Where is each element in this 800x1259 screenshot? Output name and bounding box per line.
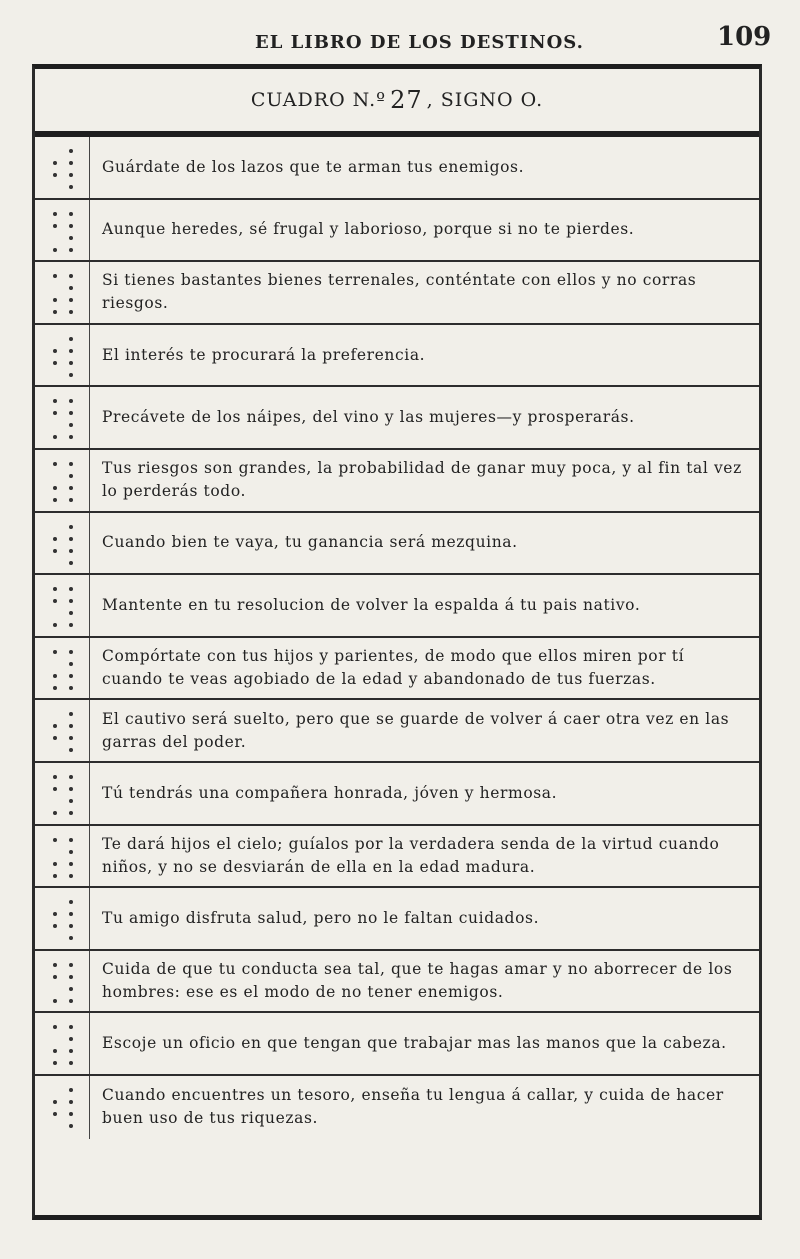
figure-dots	[35, 1013, 90, 1074]
dot-mark	[69, 435, 73, 439]
figure-dots	[35, 826, 90, 887]
dot-mark	[69, 686, 73, 690]
dot-mark	[69, 650, 73, 654]
dot-mark	[53, 623, 57, 627]
oracle-text: El cautivo será suelto, pero que se guarde de volver á caer otra vez en las garras del poder.	[102, 709, 730, 751]
oracle-text: Tus riesgos son grandes, la probabilidad de ganar muy poca, y al fin tal vez lo perderás todo.	[102, 459, 742, 501]
dot-mark	[69, 799, 73, 803]
oracle-text: Escoje un oficio en que tengan que trabajar mas las manos que la cabeza.	[102, 1034, 727, 1053]
dot-mark	[69, 874, 73, 878]
oracle-text: Precávete de los náipes, del vino y las mujeres—y prosperarás.	[102, 408, 635, 427]
table-row	[35, 450, 759, 513]
dot-mark	[53, 298, 57, 302]
figure-dots	[35, 387, 90, 448]
dot-mark	[69, 1112, 73, 1116]
dot-mark	[69, 748, 73, 752]
dot-mark	[69, 987, 73, 991]
dot-mark	[69, 537, 73, 541]
table-row	[35, 387, 759, 450]
dot-mark	[69, 1049, 73, 1053]
oracle-text: Tu amigo disfruta salud, pero no le faltan cuidados.	[102, 908, 540, 927]
dot-mark	[53, 224, 57, 228]
dot-mark	[69, 185, 73, 189]
dot-mark	[69, 173, 73, 177]
table-caption	[35, 69, 759, 137]
dot-mark	[53, 435, 57, 439]
oracle-table	[32, 64, 762, 1220]
dot-mark	[53, 537, 57, 541]
page-number: 109	[717, 22, 772, 52]
dot-mark	[53, 1112, 57, 1116]
figure-dots	[35, 700, 90, 761]
dot-mark	[69, 149, 73, 153]
dot-mark	[53, 1100, 57, 1104]
figure-dots	[35, 200, 90, 261]
figure-dots	[35, 513, 90, 574]
table-rows	[35, 137, 759, 1139]
dot-mark	[53, 462, 57, 466]
dot-mark	[53, 787, 57, 791]
dot-mark	[69, 924, 73, 928]
table-row	[35, 262, 759, 325]
dot-mark	[53, 924, 57, 928]
dot-mark	[69, 498, 73, 502]
dot-mark	[69, 474, 73, 478]
dot-mark	[69, 838, 73, 842]
oracle-text: Cuando encuentres un tesoro, enseña tu lengua á callar, y cuida de hacer buen uso de tus riquezas.	[102, 1086, 724, 1128]
dot-mark	[69, 310, 73, 314]
dot-mark	[53, 599, 57, 603]
table-row	[35, 1013, 759, 1076]
dot-mark	[53, 1061, 57, 1065]
oracle-text: Compórtate con tus hijos y parientes, de modo que ellos miren por tí cuando te veas agobiado de la edad y abandonado de tus fuerzas.	[102, 647, 685, 689]
dot-mark	[69, 561, 73, 565]
dot-mark	[53, 1025, 57, 1029]
dot-mark	[53, 349, 57, 353]
dot-mark	[69, 1025, 73, 1029]
running-title: EL LIBRO DE LOS DESTINOS.	[255, 32, 584, 53]
figure-dots	[35, 951, 90, 1012]
dot-mark	[69, 787, 73, 791]
running-head	[0, 18, 800, 58]
dot-mark	[69, 286, 73, 290]
oracle-text: Te dará hijos el cielo; guíalos por la verdadera senda de la virtud cuando niños, y no se desviarán de ella en la edad madura.	[102, 834, 720, 876]
figure-dots	[35, 450, 90, 511]
figure-dots	[35, 638, 90, 699]
figure-dots	[35, 1076, 90, 1139]
dot-mark	[53, 274, 57, 278]
oracle-text: Guárdate de los lazos que te arman tus enemigos.	[102, 157, 525, 176]
figure-dots	[35, 262, 90, 323]
dot-mark	[69, 1124, 73, 1128]
table-row	[35, 575, 759, 638]
dot-mark	[69, 963, 73, 967]
dot-mark	[69, 975, 73, 979]
dot-mark	[53, 498, 57, 502]
dot-mark	[69, 462, 73, 466]
dot-mark	[53, 838, 57, 842]
dot-mark	[69, 736, 73, 740]
figure-dots	[35, 575, 90, 636]
dot-mark	[69, 712, 73, 716]
oracle-text: Mantente en tu resolucion de volver la espalda á tu pais nativo.	[102, 595, 641, 614]
table-row	[35, 951, 759, 1014]
dot-mark	[53, 912, 57, 916]
dot-mark	[69, 361, 73, 365]
figure-dots	[35, 325, 90, 386]
dot-mark	[69, 674, 73, 678]
caption-number: 27	[390, 86, 423, 114]
table-row	[35, 888, 759, 951]
table-row	[35, 137, 759, 200]
dot-mark	[69, 862, 73, 866]
oracle-text: Tú tendrás una compañera honrada, jóven y hermosa.	[102, 783, 558, 802]
figure-dots	[35, 137, 90, 198]
dot-mark	[69, 274, 73, 278]
dot-mark	[53, 975, 57, 979]
table-row	[35, 325, 759, 388]
dot-mark	[69, 525, 73, 529]
table-row	[35, 200, 759, 263]
table-row	[35, 513, 759, 576]
dot-mark	[69, 900, 73, 904]
table-row	[35, 1076, 759, 1139]
dot-mark	[69, 662, 73, 666]
dot-mark	[53, 1049, 57, 1053]
dot-mark	[69, 724, 73, 728]
figure-dots	[35, 763, 90, 824]
oracle-text: El interés te procurará la preferencia.	[102, 345, 426, 364]
oracle-text: Aunque heredes, sé frugal y laborioso, porque si no te pierdes.	[102, 220, 635, 239]
dot-mark	[53, 674, 57, 678]
dot-mark	[69, 373, 73, 377]
dot-mark	[69, 611, 73, 615]
dot-mark	[69, 912, 73, 916]
dot-mark	[53, 248, 57, 252]
dot-mark	[53, 963, 57, 967]
figure-dots	[35, 888, 90, 949]
oracle-text: Si tienes bastantes bienes terrenales, conténtate con ellos y no corras riesgos.	[102, 271, 697, 313]
dot-mark	[69, 850, 73, 854]
dot-mark	[69, 161, 73, 165]
dot-mark	[53, 736, 57, 740]
table-row	[35, 638, 759, 701]
oracle-text: Cuida de que tu conducta sea tal, que te hagas amar y no aborrecer de los hombres: ese es el modo de no tener enemigos.	[102, 960, 733, 1002]
dot-mark	[69, 411, 73, 415]
dot-mark	[69, 486, 73, 490]
dot-mark	[53, 587, 57, 591]
dot-mark	[53, 874, 57, 878]
dot-mark	[69, 349, 73, 353]
dot-mark	[53, 862, 57, 866]
caption-prefix: CUADRO N.º	[250, 89, 387, 111]
dot-mark	[69, 212, 73, 216]
dot-mark	[69, 236, 73, 240]
dot-mark	[69, 224, 73, 228]
dot-mark	[69, 549, 73, 553]
dot-mark	[69, 623, 73, 627]
dot-mark	[69, 423, 73, 427]
dot-mark	[69, 337, 73, 341]
dot-mark	[69, 399, 73, 403]
dot-mark	[69, 1037, 73, 1041]
dot-mark	[53, 310, 57, 314]
dot-mark	[69, 936, 73, 940]
dot-mark	[69, 775, 73, 779]
dot-mark	[69, 587, 73, 591]
oracle-text: Cuando bien te vaya, tu ganancia será mezquina.	[102, 533, 518, 552]
table-row	[35, 763, 759, 826]
dot-mark	[69, 298, 73, 302]
dot-mark	[53, 161, 57, 165]
dot-mark	[53, 486, 57, 490]
dot-mark	[53, 650, 57, 654]
dot-mark	[69, 1061, 73, 1065]
dot-mark	[53, 361, 57, 365]
dot-mark	[53, 811, 57, 815]
dot-mark	[53, 686, 57, 690]
dot-mark	[69, 999, 73, 1003]
dot-mark	[53, 411, 57, 415]
dot-mark	[69, 599, 73, 603]
dot-mark	[53, 549, 57, 553]
table-row	[35, 700, 759, 763]
dot-mark	[69, 1088, 73, 1092]
dot-mark	[69, 1100, 73, 1104]
caption-suffix: , SIGNO O.	[426, 89, 544, 111]
dot-mark	[53, 173, 57, 177]
dot-mark	[69, 248, 73, 252]
dot-mark	[53, 775, 57, 779]
dot-mark	[53, 399, 57, 403]
table-row	[35, 826, 759, 889]
dot-mark	[53, 212, 57, 216]
dot-mark	[53, 724, 57, 728]
dot-mark	[69, 811, 73, 815]
dot-mark	[53, 999, 57, 1003]
